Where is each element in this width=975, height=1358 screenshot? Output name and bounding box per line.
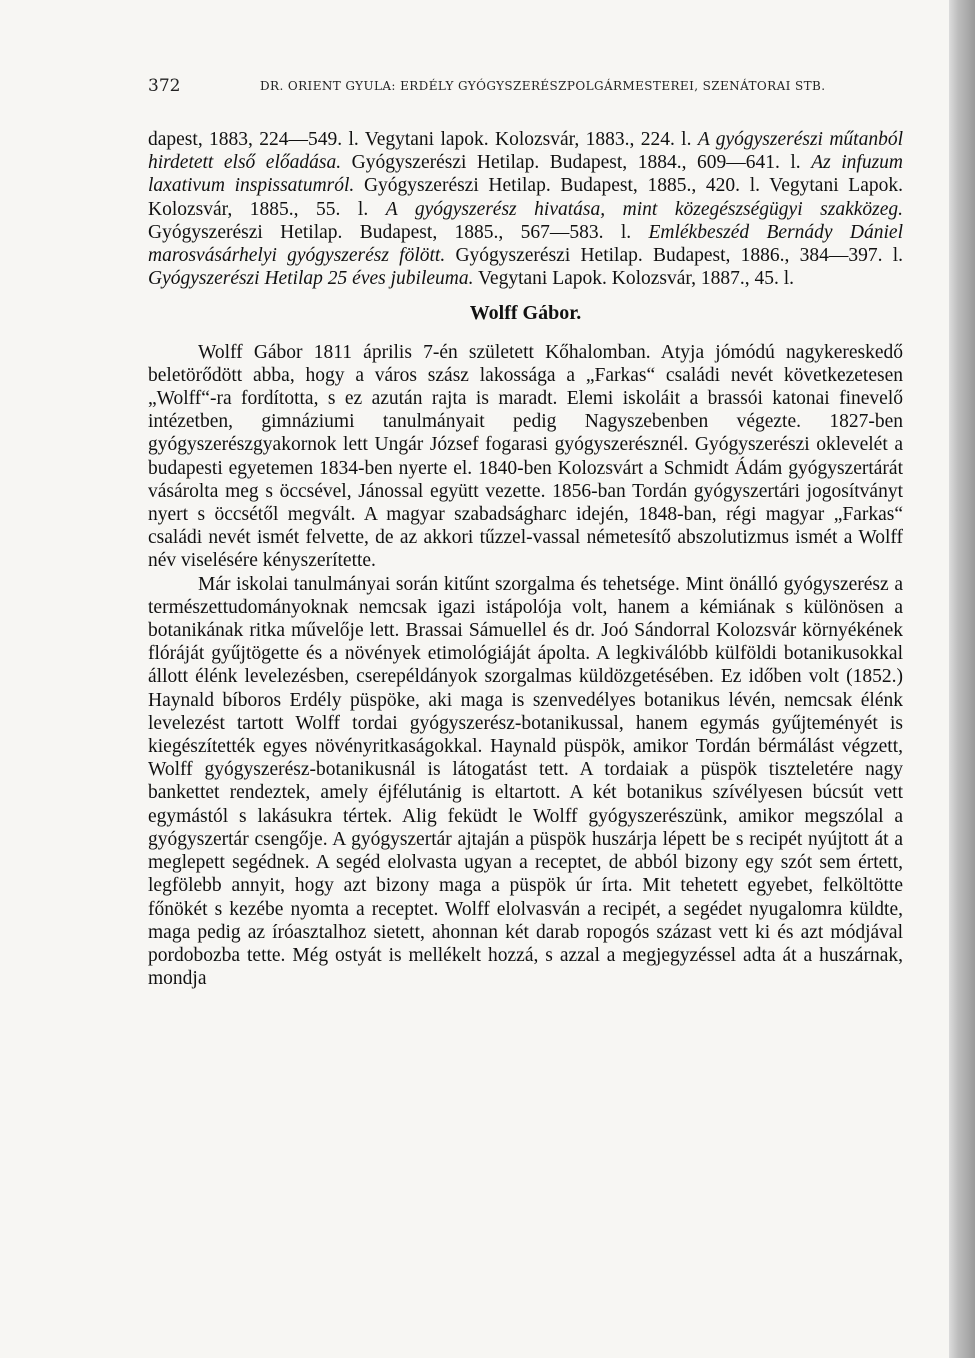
bib-title: A gyógyszerészi műtanból hirdetett első előadása. xyxy=(148,129,903,174)
bib-title: A gyógyszerész hivatása, mint közegészségügyi szakközeg. xyxy=(385,198,904,220)
page-number: 372 xyxy=(148,76,181,96)
body-paragraph-2: Már iskolai tanulmányai során kitűnt szorgalma és tehetsége. Mint önálló gyógyszerész a természettudományoknak nemcsak igazi istápolója volt, hanem a kémiának s különösen a botanikának ritka művelője lett. Brassai Sámuellel és dr. Joó Sándorral Kolozsvár környékének flóráját gyűjtögette és a növények etimológiáját ápolta. A legkiválóbb külföldi botanikusokkal állott élénk levelezésben, cserepéldányok szorgalmas küldözgetésében. Ez időben volt (1852.) Haynald bíboros Erdély püspöke, aki maga is szenvedélyes botanikus lévén, nemcsak élénk levelezést tartott Wolff tordai gyógyszerész-botanikussal, hanem egymás gyűjteményét is kiegészítették egyes növényritkaságokkal. Haynald püspök, amikor Tordán bérmálást végzett, Wolff gyógyszerész-botanikusnál is látogatást tett. A tordaiak a püspök tiszteletére nagy bankettet rendeztek, amely éjfélutánig is eltartott. A két botanikus szívélyesen búcsút vett egymástól s lakásukra tértek. Alig feküdt le Wolff gyógyszerészünk, amikor megszólal a gyógyszertár csengője. A gyógyszertár ajtaján a püspök huszárja lépett be s recipét nyújtott át a meglepett segédnek. A segéd elolvasta ugyan a receptet, de abból bizony egy szót sem értett, legfölebb annyit, hogy azt bizony maga a püspök úr írta. Mit tehetett egyebet, felköltötte főnökét s kezébe nyomta a receptet. Wolff elolvasván a recipét, a segédet nyugalomra küldte, maga pedig az íróasztalhoz sietett, ahonnan két darab ropogós százast vett ki és azt módjával pordobozba tette. Még ostyát is mellékelt hozzá, s azzal a megjegyzéssel adta át a huszárnak, mondja xyxy=(148,573,903,990)
bib-text: Gyógyszerészi Hetilap. Budapest, 1885., 420. l. Vegytani Lapok. Kolozsvár, 1885., 55. l. xyxy=(148,175,903,220)
entry-title: Wolff Gábor. xyxy=(469,302,582,325)
running-title: DR. ORIENT GYULA: ERDÉLY GYÓGYSZERÉSZPOLGÁRMESTEREI, SZENÁTORAI STB. xyxy=(260,79,826,93)
bib-text: dapest, 1883, 224—549. l. Vegytani lapok. Kolozsvár, 1883., 224. l. xyxy=(148,129,698,150)
bib-text: Gyógyszerészi Hetilap. Budapest, 1885., 567—583. l. xyxy=(148,221,649,243)
bib-text: Gyógyszerészi Hetilap. Budapest, 1884., 609—641. l. xyxy=(341,152,812,174)
bib-title: Emlékbeszéd Bernády Dániel marosvásárhelyi gyógyszerész fölött. xyxy=(148,221,903,267)
bib-title: Gyógyszerészi Hetilap 25 éves jubileuma. xyxy=(148,268,474,290)
running-header xyxy=(148,76,908,100)
page-edge-shadow xyxy=(949,0,975,1358)
bibliography-paragraph xyxy=(148,128,903,290)
body-paragraph-1: Wolff Gábor 1811 április 7-én született Kőhalomban. Atyja jómódú nagykereskedő beletörődött abba, hogy a város szász lakossága a „Farkas“ családi nevét következetesen „Wolff“-ra fordította, s ez azután rajta is maradt. Elemi iskoláit a brassói katonai finevelő intézetben, gimnáziumi tanulmányait pedig Nagyszebenben végezte. 1827-ben gyógyszerészgyakornok lett Ungár József fogarasi gyógyszerésznél. Gyógyszerészi oklevelét a budapesti egyetemen 1834-ben nyerte el. 1840-ben Kolozsvárt a Schmidt Ádám gyógyszertárát vásárolta meg s öccsével, Jánossal együtt vezette. 1856-ban Tordán gyógyszertári jogosítványt nyert s öccsétől megvált. A magyar szabadságharc idején, 1848-ban, régi magyar „Farkas“ családi nevét ismét felvette, de az akkori tűzzel-vassal németesítő abszolutizmus ismét a Wolff név viselésére kényszerítette. xyxy=(148,341,903,572)
page-body xyxy=(148,128,903,990)
bib-title: Az infuzum laxativum inspissatumról. xyxy=(148,152,903,197)
bib-text: Gyógyszerészi Hetilap. Budapest, 1886., 384—397. l. xyxy=(445,245,903,267)
bib-text: Vegytani Lapok. Kolozsvár, 1887., 45. l. xyxy=(473,268,795,290)
